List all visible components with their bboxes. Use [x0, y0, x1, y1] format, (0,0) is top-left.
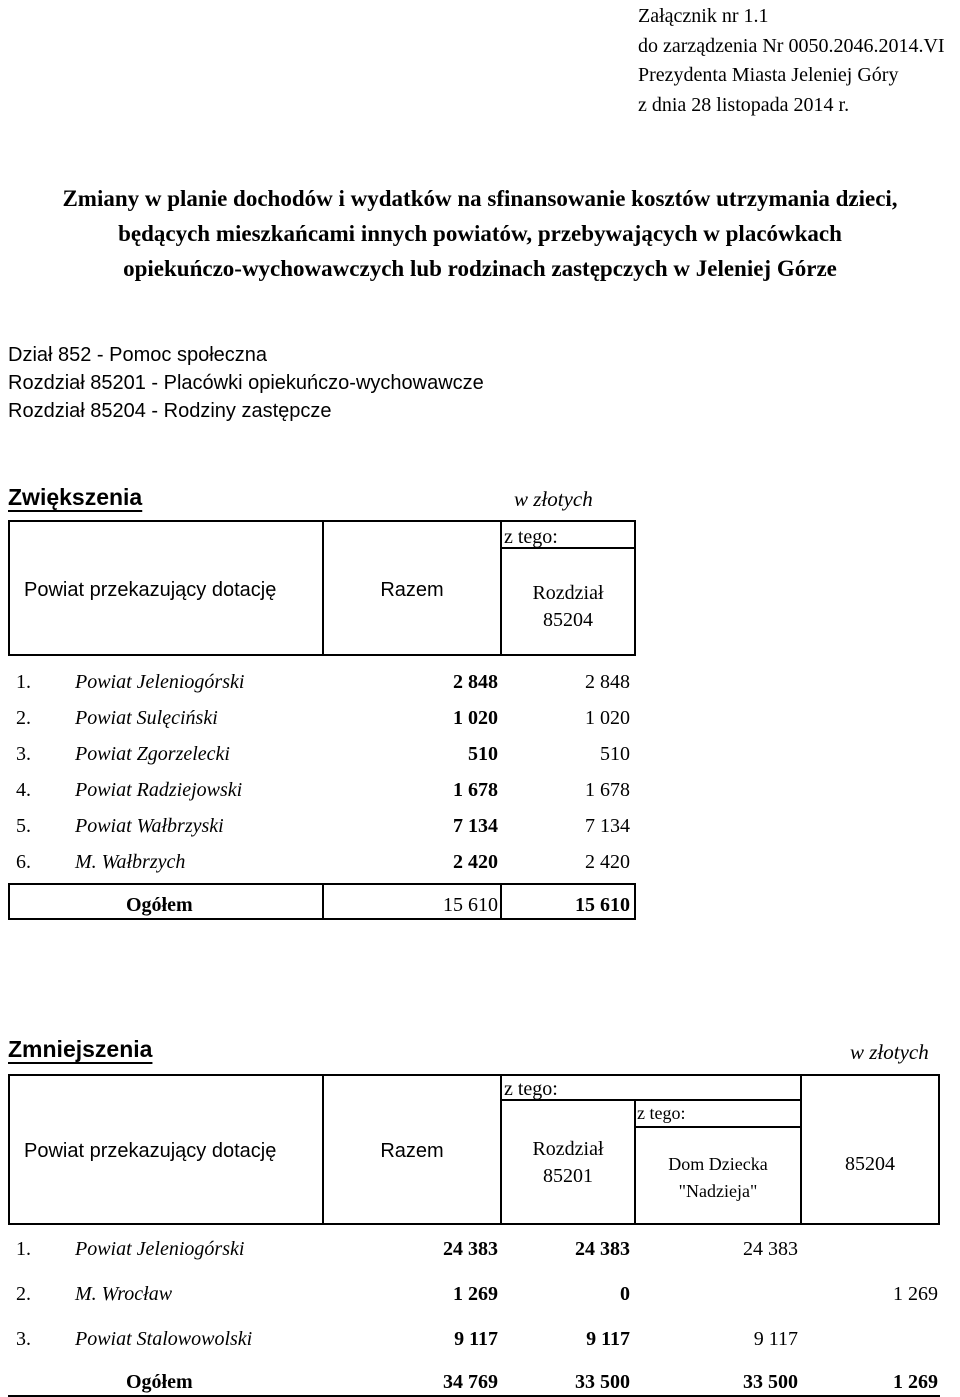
row-number: 2. [16, 1283, 31, 1305]
row-powiat: Powiat Jeleniogórski [75, 671, 245, 693]
row-85201: 0 [620, 1283, 630, 1305]
row-number: 2. [16, 707, 31, 729]
row-85201: 24 383 [575, 1238, 630, 1260]
total-razem: 15 610 [443, 894, 498, 916]
rozdzial-label: Rozdział [532, 1138, 604, 1160]
total-85204: 1 269 [893, 1371, 938, 1393]
dom-dziecka-label: Dom Dziecka [668, 1154, 768, 1174]
rozdzial-code: 85204 [543, 609, 593, 631]
z-tego-label: z tego: [637, 1103, 686, 1123]
row-85204: 2 420 [585, 851, 630, 873]
annex-header [638, 2, 945, 120]
row-razem: 7 134 [453, 815, 498, 837]
row-number: 3. [16, 743, 31, 765]
rozdzial-code: 85201 [543, 1165, 593, 1187]
z-tego-label: z tego: [504, 1078, 558, 1100]
total-85201: 33 500 [575, 1371, 630, 1393]
table-rule [634, 883, 636, 920]
table-rule [634, 520, 636, 656]
dom-dziecka-name: "Nadzieja" [678, 1181, 758, 1201]
row-powiat: M. Wałbrzych [75, 851, 186, 873]
total-85204: 15 610 [575, 894, 630, 916]
table-rule [322, 883, 324, 920]
row-razem: 1 678 [453, 779, 498, 801]
row-powiat: Powiat Jeleniogórski [75, 1238, 245, 1260]
row-powiat: Powiat Sulęciński [75, 707, 218, 729]
title-line: Zmiany w planie dochodów i wydatków na sfinansowanie kosztów utrzymania dzieci, [62, 186, 898, 211]
col-header-powiat: Powiat przekazujący dotację [24, 1140, 277, 1162]
row-razem: 510 [468, 743, 498, 765]
rozdzial-line: Rozdział 85204 - Rodziny zastępcze [8, 400, 332, 422]
z-tego-label: z tego: [504, 526, 558, 548]
annex-line: Prezydenta Miasta Jeleniej Góry [638, 64, 899, 86]
col-header-powiat: Powiat przekazujący dotację [24, 579, 277, 601]
dzial-line: Dział 852 - Pomoc społeczna [8, 344, 268, 366]
table-rule [8, 520, 10, 656]
row-number: 1. [16, 1238, 31, 1260]
row-powiat: Powiat Radziejowski [75, 779, 243, 801]
table-rule [8, 1074, 10, 1225]
row-razem: 2 848 [453, 671, 498, 693]
total-razem: 34 769 [443, 1371, 498, 1393]
col-header-razem: Razem [380, 1140, 444, 1162]
row-85204: 2 848 [585, 671, 630, 693]
col-header-dom-dziecka [636, 1151, 800, 1205]
decreases-unit: w złotych [850, 1040, 929, 1064]
annex-line: z dnia 28 listopada 2014 r. [638, 93, 850, 116]
total-label: Ogółem [126, 1371, 193, 1393]
annex-line: Załącznik nr 1.1 [638, 5, 769, 27]
title-line: będących mieszkańcami innych powiatów, przebywających w placówkach [118, 221, 842, 246]
row-85204: 1 020 [585, 707, 630, 729]
table-rule [8, 883, 10, 920]
row-powiat: Powiat Stalowowolski [75, 1328, 253, 1350]
col-header-85204: 85204 [845, 1153, 895, 1175]
annex-line: do zarządzenia Nr 0050.2046.2014.VI [638, 34, 945, 57]
row-85204: 1 269 [893, 1283, 938, 1305]
row-dom-dziecka: 24 383 [743, 1238, 798, 1260]
row-number: 1. [16, 671, 31, 693]
row-razem: 1 269 [453, 1283, 498, 1305]
row-number: 4. [16, 779, 31, 801]
row-number: 6. [16, 851, 31, 873]
rozdzial-label: Rozdział [532, 582, 604, 604]
row-85204: 1 678 [585, 779, 630, 801]
row-razem: 2 420 [453, 851, 498, 873]
row-powiat: Powiat Zgorzelecki [75, 743, 230, 765]
row-razem: 9 117 [454, 1328, 498, 1350]
row-number: 5. [16, 815, 31, 837]
title-line: opiekuńczo-wychowawczych lub rodzinach zastępczych w Jeleniej Górze [123, 256, 837, 281]
row-dom-dziecka: 9 117 [753, 1328, 798, 1350]
row-razem: 24 383 [443, 1238, 498, 1260]
row-powiat: Powiat Wałbrzyski [75, 815, 224, 837]
table-rule [800, 1074, 802, 1225]
row-powiat: M. Wrocław [75, 1283, 173, 1305]
col-header-rozdzial [502, 580, 634, 634]
document-title [0, 181, 960, 286]
budget-classification [8, 341, 484, 425]
rozdzial-line: Rozdział 85201 - Placówki opiekuńczo-wychowawcze [8, 372, 484, 394]
total-label: Ogółem [126, 894, 193, 916]
total-dom-dziecka: 33 500 [743, 1371, 798, 1393]
row-85201: 9 117 [586, 1328, 630, 1350]
row-85204: 7 134 [585, 815, 630, 837]
table-rule [634, 1126, 800, 1128]
decreases-title: Zmniejszenia [8, 1036, 153, 1062]
row-razem: 1 020 [453, 707, 498, 729]
col-header-razem: Razem [380, 579, 444, 601]
col-header-rozdzial [502, 1136, 634, 1190]
increases-unit: w złotych [514, 487, 593, 511]
increases-title: Zwiększenia [8, 484, 143, 510]
row-85204: 510 [600, 743, 630, 765]
table-rule [938, 1074, 940, 1225]
row-number: 3. [16, 1328, 31, 1350]
